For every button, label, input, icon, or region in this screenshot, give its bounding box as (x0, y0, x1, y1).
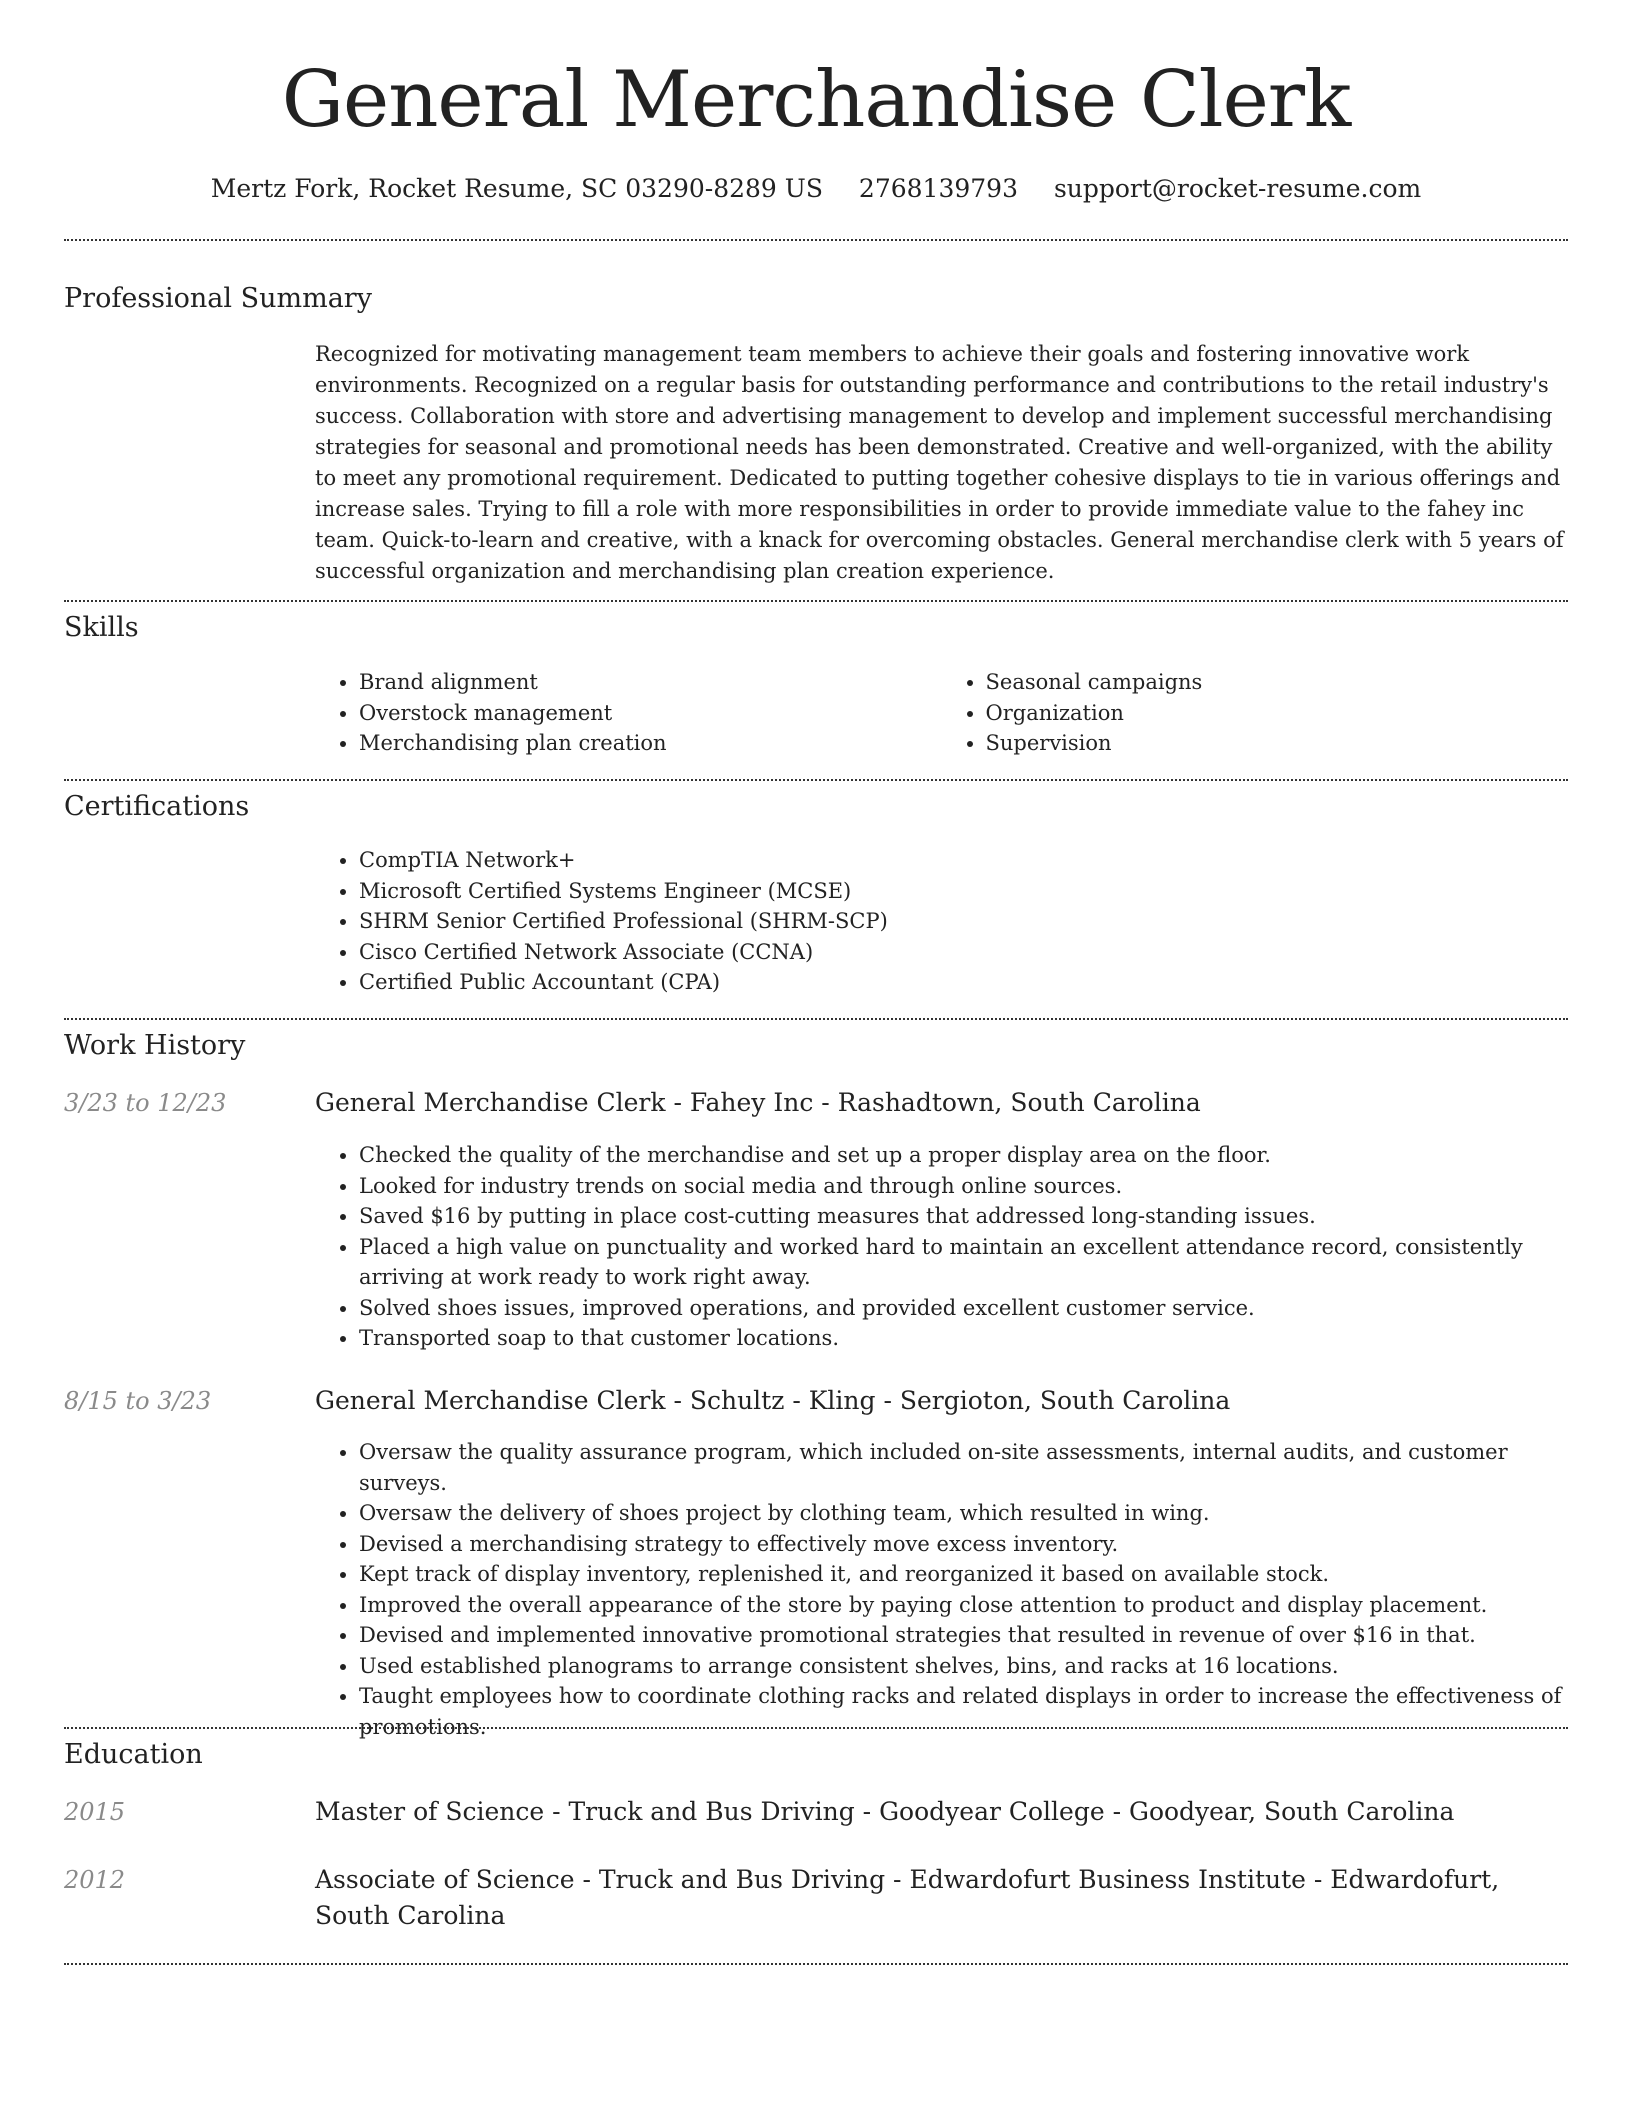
divider (64, 1727, 1568, 1729)
certification-item: • Certified Public Accountant (CPA) (359, 967, 1568, 998)
certification-item: • SHRM Senior Certified Professional (SHRM-SCP) (359, 906, 1568, 937)
job-position: General Merchandise Clerk (315, 1386, 666, 1415)
education-heading (315, 1862, 1568, 1934)
job-heading (315, 1085, 1568, 1121)
job-dates: 8/15 to 3/23 (64, 1387, 212, 1415)
job-position: General Merchandise Clerk (315, 1088, 666, 1117)
job-heading (315, 1383, 1568, 1419)
divider (64, 600, 1568, 602)
job-bullet: • Used established planograms to arrange consistent shelves, bins, and racks at 16 locations. (359, 1651, 1568, 1682)
contact-phone[interactable]: 2768139793 (858, 174, 1018, 203)
candidate-name: General Merchandise Clerk (281, 55, 1351, 145)
job-bullet: • Improved the overall appearance of the store by paying close attention to product and display placement. (359, 1590, 1568, 1621)
job-bullet: • Devised and implemented innovative promotional strategies that resulted in revenue of over $16 in that. (359, 1620, 1568, 1651)
certification-item: • CompTIA Network+ (359, 845, 1568, 876)
divider (64, 1963, 1568, 1965)
job-bullets (315, 1437, 1568, 1742)
job-bullet: • Looked for industry trends on social media and through online sources. (359, 1171, 1568, 1202)
certification-item: • Microsoft Certified Systems Engineer (MCSE) (359, 876, 1568, 907)
education-degree: Associate of Science - Truck and Bus Driving (315, 1865, 886, 1894)
education-year: 2015 (64, 1798, 126, 1826)
skills-list (315, 667, 1568, 759)
certifications-list (315, 845, 1568, 998)
summary-text: Recognized for motivating management team members to achieve their goals and fostering innovative work environments. Recognized on a regular basis for outstanding performance and contributions to the retail industry's success. Collaboration with store and advertising management to develop and implement successful merchandising strategies for seasonal and promotional needs has been demonstrated. Creative and well-organized, with the ability to meet any promotional requirement. Dedicated to putting together cohesive displays to tie in various offerings and increase sales. Trying to fill a role with more responsibilities in order to provide immediate value to the fahey inc team. Quick-to-learn and creative, with a knack for overcoming obstacles. General merchandise clerk with 5 years of successful organization and merchandising plan creation experience. (315, 342, 1564, 583)
section-title-education: Education (64, 1739, 203, 1770)
job-bullet: • Transported soap to that customer locations. (359, 1323, 1568, 1354)
education-year: 2012 (64, 1866, 126, 1894)
section-title-certifications: Certifications (64, 791, 250, 822)
divider (64, 1018, 1568, 1020)
contact-line (64, 170, 1568, 208)
job-bullet: • Taught employees how to coordinate clothing racks and related displays in order to increase the effectiveness of promotions. (359, 1681, 1568, 1742)
section-title-skills: Skills (64, 612, 139, 643)
skill-item: • Seasonal campaigns (986, 667, 1569, 698)
section-title-work-history: Work History (64, 1030, 246, 1061)
section-title-summary: Professional Summary (64, 283, 372, 314)
education-heading (315, 1794, 1568, 1830)
job-bullet: • Solved shoes issues, improved operations, and provided excellent customer service. (359, 1293, 1568, 1324)
job-bullets (315, 1140, 1568, 1354)
job-bullet: • Oversaw the quality assurance program, which included on-site assessments, internal audits, and customer surveys. (359, 1437, 1568, 1498)
job-bullet: • Kept track of display inventory, replenished it, and reorganized it based on available stock. (359, 1559, 1568, 1590)
certification-item: • Cisco Certified Network Associate (CCNA) (359, 937, 1568, 968)
divider (64, 239, 1568, 241)
divider (64, 779, 1568, 781)
job-bullet: • Placed a high value on punctuality and worked hard to maintain an excellent attendance record, consistently arriving at work ready to work right away. (359, 1232, 1568, 1293)
job-bullet: • Saved $16 by putting in place cost-cutting measures that addressed long-standing issues. (359, 1201, 1568, 1232)
skills-column-right (942, 667, 1569, 759)
education-school: - Edwardofurt Business Institute - Edwardofurt, South Carolina (315, 1865, 1500, 1930)
contact-address: Mertz Fork, Rocket Resume, SC 03290-8289 US (210, 174, 823, 203)
skill-item: • Organization (986, 698, 1569, 729)
education-school: - Goodyear College - Goodyear, South Carolina (854, 1797, 1455, 1826)
job-bullet: • Oversaw the delivery of shoes project by clothing team, which resulted in wing. (359, 1498, 1568, 1529)
education-degree: Master of Science - Truck and Bus Driving (315, 1797, 855, 1826)
skills-column-left (315, 667, 942, 759)
skill-item: • Supervision (986, 728, 1569, 759)
job-employer: - Schultz - Kling - Sergioton, South Carolina (665, 1386, 1231, 1415)
job-bullet: • Checked the quality of the merchandise and set up a proper display area on the floor. (359, 1140, 1568, 1171)
skill-item: • Merchandising plan creation (359, 728, 942, 759)
job-bullet: • Devised a merchandising strategy to effectively move excess inventory. (359, 1529, 1568, 1560)
contact-email[interactable]: support@rocket-resume.com (1053, 174, 1422, 203)
job-dates: 3/23 to 12/23 (64, 1089, 227, 1117)
skill-item: • Brand alignment (359, 667, 942, 698)
skill-item: • Overstock management (359, 698, 942, 729)
job-employer: - Fahey Inc - Rashadtown, South Carolina (665, 1088, 1201, 1117)
